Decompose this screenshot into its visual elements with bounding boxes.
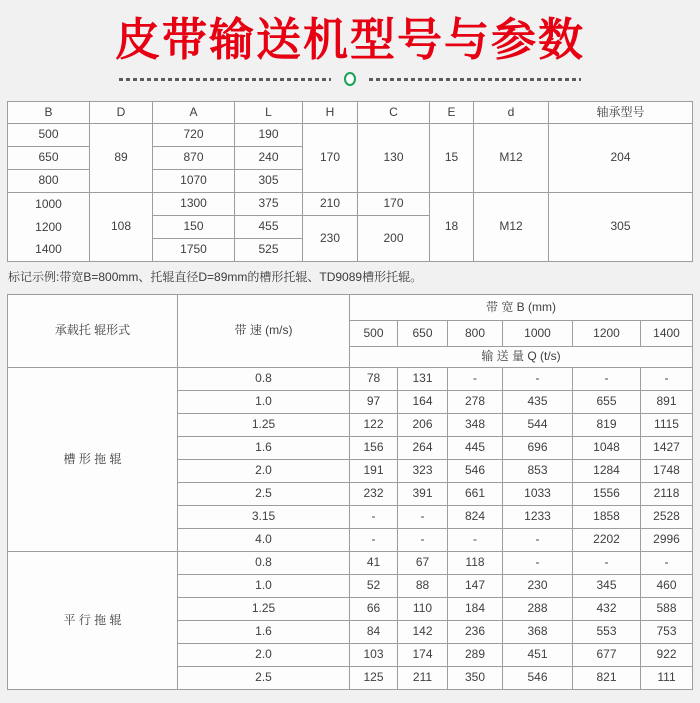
capacity-table xyxy=(7,294,693,690)
column-header-d: D xyxy=(90,102,153,124)
cell-l: 525 xyxy=(235,239,303,262)
value-cell: 451 xyxy=(503,644,573,667)
value-cell: 2118 xyxy=(641,483,693,506)
width-header: 1000 xyxy=(503,321,573,347)
column-header-belt-speed: 带 速 (m/s) xyxy=(178,295,350,368)
value-cell: 1858 xyxy=(573,506,641,529)
value-cell: 88 xyxy=(398,575,448,598)
table-row xyxy=(8,124,693,147)
value-cell: 819 xyxy=(573,414,641,437)
column-header-capacity: 输 送 量 Q (t/s) xyxy=(350,347,693,368)
value-cell: 391 xyxy=(398,483,448,506)
value-cell: 230 xyxy=(503,575,573,598)
value-cell: 753 xyxy=(641,621,693,644)
value-cell: 211 xyxy=(398,667,448,690)
width-header: 650 xyxy=(398,321,448,347)
value-cell: - xyxy=(641,552,693,575)
cell-b: 1400 xyxy=(8,239,90,262)
value-cell: 289 xyxy=(448,644,503,667)
table-row xyxy=(8,193,693,216)
cell-h: 230 xyxy=(303,216,358,262)
cell-b: 800 xyxy=(8,170,90,193)
value-cell: 853 xyxy=(503,460,573,483)
column-header-belt-width: 带 宽 B (mm) xyxy=(350,295,693,321)
speed-cell: 2.5 xyxy=(178,667,350,690)
cell-b: 1200 xyxy=(8,216,90,239)
width-header: 800 xyxy=(448,321,503,347)
value-cell: 1233 xyxy=(503,506,573,529)
value-cell: 544 xyxy=(503,414,573,437)
value-cell: 52 xyxy=(350,575,398,598)
cell-b: 650 xyxy=(8,147,90,170)
value-cell: 350 xyxy=(448,667,503,690)
value-cell: 1048 xyxy=(573,437,641,460)
cell-a: 1070 xyxy=(153,170,235,193)
value-cell: 236 xyxy=(448,621,503,644)
value-cell: 1033 xyxy=(503,483,573,506)
value-cell: 922 xyxy=(641,644,693,667)
value-cell: 41 xyxy=(350,552,398,575)
page-title: 皮带输送机型号与参数 xyxy=(114,13,585,66)
cell-a: 150 xyxy=(153,216,235,239)
value-cell: 184 xyxy=(448,598,503,621)
cell-b: 500 xyxy=(8,124,90,147)
value-cell: 821 xyxy=(573,667,641,690)
speed-cell: 0.8 xyxy=(178,552,350,575)
value-cell: 677 xyxy=(573,644,641,667)
column-header-idler-form: 承载托 辊形式 xyxy=(8,295,178,368)
value-cell: 103 xyxy=(350,644,398,667)
value-cell: - xyxy=(448,368,503,391)
value-cell: 147 xyxy=(448,575,503,598)
value-cell: - xyxy=(503,552,573,575)
table-row xyxy=(8,552,693,575)
speed-cell: 3.15 xyxy=(178,506,350,529)
cell-thread: M12 xyxy=(474,124,549,193)
value-cell: - xyxy=(398,506,448,529)
value-cell: 97 xyxy=(350,391,398,414)
value-cell: 460 xyxy=(641,575,693,598)
value-cell: 546 xyxy=(503,667,573,690)
value-cell: 110 xyxy=(398,598,448,621)
cell-l: 305 xyxy=(235,170,303,193)
value-cell: 232 xyxy=(350,483,398,506)
value-cell: 323 xyxy=(398,460,448,483)
column-header-c: C xyxy=(358,102,430,124)
divider xyxy=(0,72,700,86)
value-cell: 84 xyxy=(350,621,398,644)
column-header-h: H xyxy=(303,102,358,124)
cell-bearing: 204 xyxy=(549,124,693,193)
cell-a: 720 xyxy=(153,124,235,147)
value-cell: 131 xyxy=(398,368,448,391)
column-header-thread: d xyxy=(474,102,549,124)
cell-h: 210 xyxy=(303,193,358,216)
cell-a: 1750 xyxy=(153,239,235,262)
cell-thread: M12 xyxy=(474,193,549,262)
speed-cell: 1.6 xyxy=(178,621,350,644)
value-cell: 2528 xyxy=(641,506,693,529)
dimensions-table xyxy=(7,101,693,262)
speed-cell: 2.0 xyxy=(178,460,350,483)
page xyxy=(0,14,700,703)
capacity-header-row xyxy=(8,295,693,321)
value-cell: 588 xyxy=(641,598,693,621)
value-cell: - xyxy=(350,506,398,529)
cell-c: 130 xyxy=(358,124,430,193)
value-cell: 1284 xyxy=(573,460,641,483)
value-cell: - xyxy=(573,368,641,391)
column-header-bearing: 轴承型号 xyxy=(549,102,693,124)
speed-cell: 1.0 xyxy=(178,391,350,414)
value-cell: 125 xyxy=(350,667,398,690)
value-cell: 278 xyxy=(448,391,503,414)
value-cell: 824 xyxy=(448,506,503,529)
value-cell: 67 xyxy=(398,552,448,575)
cell-l: 190 xyxy=(235,124,303,147)
value-cell: 206 xyxy=(398,414,448,437)
value-cell: 78 xyxy=(350,368,398,391)
speed-cell: 2.0 xyxy=(178,644,350,667)
cell-a: 1300 xyxy=(153,193,235,216)
value-cell: 1556 xyxy=(573,483,641,506)
cell-d: 89 xyxy=(90,124,153,193)
cell-d: 108 xyxy=(90,193,153,262)
width-header: 1400 xyxy=(641,321,693,347)
value-cell: 288 xyxy=(503,598,573,621)
cell-c: 200 xyxy=(358,216,430,262)
cell-bearing: 305 xyxy=(549,193,693,262)
green-ring-icon xyxy=(344,72,356,86)
value-cell: 348 xyxy=(448,414,503,437)
cell-h: 170 xyxy=(303,124,358,193)
column-header-l: L xyxy=(235,102,303,124)
value-cell: - xyxy=(503,368,573,391)
value-cell: 1427 xyxy=(641,437,693,460)
value-cell: 111 xyxy=(641,667,693,690)
value-cell: - xyxy=(350,529,398,552)
value-cell: 655 xyxy=(573,391,641,414)
value-cell: 368 xyxy=(503,621,573,644)
value-cell: 191 xyxy=(350,460,398,483)
cell-l: 455 xyxy=(235,216,303,239)
value-cell: 118 xyxy=(448,552,503,575)
value-cell: 156 xyxy=(350,437,398,460)
dashed-line-left xyxy=(119,78,331,81)
group-label-trough: 槽 形 拖 辊 xyxy=(8,368,178,552)
value-cell: 122 xyxy=(350,414,398,437)
value-cell: 174 xyxy=(398,644,448,667)
value-cell: - xyxy=(641,368,693,391)
value-cell: 546 xyxy=(448,460,503,483)
speed-cell: 0.8 xyxy=(178,368,350,391)
cell-e: 15 xyxy=(430,124,474,193)
value-cell: 142 xyxy=(398,621,448,644)
value-cell: - xyxy=(398,529,448,552)
cell-a: 870 xyxy=(153,147,235,170)
value-cell: 164 xyxy=(398,391,448,414)
dimensions-header-row xyxy=(8,102,693,124)
value-cell: 345 xyxy=(573,575,641,598)
cell-l: 375 xyxy=(235,193,303,216)
note-text: 标记示例:带宽B=800mm、托辊直径D=89mm的槽形托辊、TD9089槽形托辊。 xyxy=(8,270,423,284)
cell-l: 240 xyxy=(235,147,303,170)
value-cell: 264 xyxy=(398,437,448,460)
width-header: 1200 xyxy=(573,321,641,347)
value-cell: 432 xyxy=(573,598,641,621)
value-cell: 2202 xyxy=(573,529,641,552)
value-cell: 66 xyxy=(350,598,398,621)
value-cell: 553 xyxy=(573,621,641,644)
speed-cell: 4.0 xyxy=(178,529,350,552)
value-cell: 435 xyxy=(503,391,573,414)
value-cell: - xyxy=(503,529,573,552)
speed-cell: 1.0 xyxy=(178,575,350,598)
value-cell: - xyxy=(573,552,641,575)
column-header-b: B xyxy=(8,102,90,124)
speed-cell: 2.5 xyxy=(178,483,350,506)
value-cell: 1748 xyxy=(641,460,693,483)
cell-e: 18 xyxy=(430,193,474,262)
dashed-line-right xyxy=(369,78,581,81)
cell-b: 1000 xyxy=(8,193,90,216)
value-cell: 2996 xyxy=(641,529,693,552)
speed-cell: 1.25 xyxy=(178,414,350,437)
width-header: 500 xyxy=(350,321,398,347)
value-cell: 891 xyxy=(641,391,693,414)
group-label-parallel: 平 行 拖 辊 xyxy=(8,552,178,690)
column-header-a: A xyxy=(153,102,235,124)
table-row xyxy=(8,368,693,391)
cell-c: 170 xyxy=(358,193,430,216)
value-cell: - xyxy=(448,529,503,552)
value-cell: 696 xyxy=(503,437,573,460)
value-cell: 445 xyxy=(448,437,503,460)
value-cell: 661 xyxy=(448,483,503,506)
speed-cell: 1.25 xyxy=(178,598,350,621)
column-header-e: E xyxy=(430,102,474,124)
value-cell: 1115 xyxy=(641,414,693,437)
speed-cell: 1.6 xyxy=(178,437,350,460)
